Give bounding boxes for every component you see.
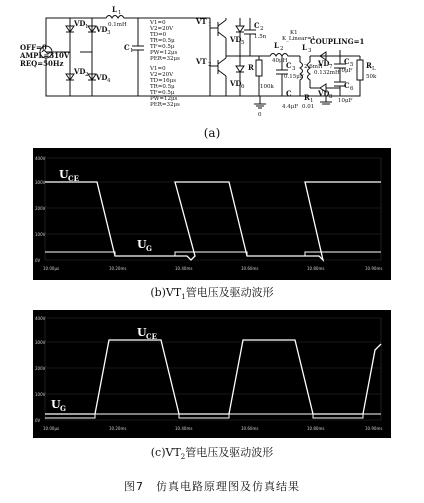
c4-label: C [286,89,292,98]
vd8-sub: 8 [329,94,333,100]
pulse1-param-3: TD=0 [150,32,167,38]
l2-sub: 2 [280,46,284,52]
caption-b-rest: 管电压及驱动波形 [185,286,274,299]
c6-value: 10μF [338,98,353,104]
vd4-label: VD [96,73,108,82]
b-ytick-2: 200V [35,206,46,211]
b-xtick-3: 10.60ms [241,266,259,271]
pulse1-param-7: PER=32μs [150,56,180,62]
vd7-label: VD [318,59,330,68]
vt2-label: VT [196,57,207,66]
b-ug-trace [45,252,381,256]
l2-label: L [274,41,279,50]
pulse1-param-1: V1=0 [150,20,166,26]
c6-sub: 6 [350,86,354,92]
c5-label: C [344,57,350,66]
b-xtick-0: 10.00μs [43,266,60,271]
c-uce-trace [45,340,381,414]
caption-a: (a) [203,126,221,140]
rl-label: R [366,61,372,70]
vd1-sub: 1 [85,24,89,30]
b-xtick-4: 10.80ms [307,266,325,271]
l1-sub: 1 [118,10,122,16]
l4-value: 0.132mH [314,70,340,76]
b-uce-sub: CE [68,174,79,183]
vd2-sub: 2 [85,72,89,78]
waveform-b [33,148,391,280]
source-param-2: AMPL=310V [20,51,70,60]
c1-sub: 1 [130,48,134,54]
b-ug-sub: G [146,244,152,253]
r2-sub: 1 [310,98,314,104]
l3-sub: 3 [308,48,312,54]
c-ytick-1: 300V [35,340,46,345]
oscilloscope-b [33,148,391,280]
circuit-schematic [20,4,410,122]
b-xtick-1: 10.20ms [109,266,127,271]
b-ytick-0: 400V [35,156,46,161]
pulse2-param-4: TR=0.5μ [150,84,175,90]
vd4-sub: 4 [107,78,111,84]
c3-value: 0.15μF [284,74,304,80]
vd3-sub: 3 [107,30,111,36]
oscilloscope-c [33,310,391,438]
c-ytick-2: 200V [35,366,46,371]
ground-label: 0 [258,112,262,118]
c-xtick-1: 10.20ms [109,426,127,431]
b-ug-label: U [137,238,147,251]
caption-b-sub: 1 [181,293,186,302]
c5-value: 10μF [338,68,353,74]
b-ytick-3: 100V [35,232,46,237]
b-ytick-4: 0V [35,258,41,263]
c2-label: C [254,21,260,30]
vd3-label: VD [96,25,108,34]
coupling-label: COUPLING=1 [310,37,365,46]
pulse2-param-6: PW=12μs [150,96,178,102]
c-xtick-2: 10.40ms [175,426,193,431]
b-ytick-1: 300V [35,180,46,185]
pulse2-param-2: V2=20V [150,72,174,78]
c-ytick-4: 0V [35,418,41,423]
caption-b [0,284,424,301]
c3-label: C [286,61,292,70]
vd6-label: VD [230,79,242,88]
c5-sub: 5 [350,62,354,68]
pulse2-param-1: V1=0 [150,66,166,72]
pulse1-param-6: PW=12μs [150,50,178,56]
caption-b-prefix: (b)VT [150,286,182,299]
rl-value: 50k [366,74,377,80]
l3-label: L [302,43,307,52]
coupling-linear: K_Linear=1 [282,36,316,42]
c2-value: 1.5n [254,34,267,40]
r2-label: R [304,93,310,102]
pulse1-param-4: TR=0.5μ [150,38,175,44]
vd8-label: VD [318,89,330,98]
figure-caption: 图7 仿真电路原理图及仿真结果 [124,480,300,493]
source-param-1: OFF=0 [20,43,47,52]
l3-value: 2.6mH [304,64,323,70]
caption-c [0,444,424,461]
vd5-sub: 5 [241,40,245,46]
c-ug-label: U [51,398,61,411]
r2-value: 0.01 [302,104,315,110]
vd7-sub: 7 [329,64,333,70]
pulse2-param-7: PER=32μs [150,102,180,108]
vt2-sub: 2 [208,62,212,68]
vt1-label: VT [196,17,207,26]
pulse1-param-5: TF=0.5μ [150,44,175,50]
coupling-k: K1 [290,30,298,36]
pulse2-param-3: TD=16μs [150,78,177,84]
r-label: R [248,63,254,72]
c-ytick-3: 100V [35,392,46,397]
c-xtick-4: 10.80ms [307,426,325,431]
waveform-c [33,310,391,438]
c-xtick-0: 10.00μs [43,426,60,431]
caption-c-prefix: (c)VT [150,446,181,459]
caption-c-rest: 管电压及驱动波形 [185,446,274,459]
c3-sub: 3 [292,66,296,72]
vd2-label: VD [74,67,86,76]
c1-label: C [124,43,130,52]
c-ytick-0: 400V [35,316,46,321]
b-xtick-2: 10.40ms [175,266,193,271]
c-ug-sub: G [60,404,66,413]
c-uce-sub: CE [146,332,157,341]
c-xtick-5: 10.90ms [365,426,383,431]
r-value: 100k [260,84,274,90]
vd6-sub: 6 [241,84,245,90]
c4-value: 4.4μF [282,104,299,110]
c-xtick-3: 10.60ms [241,426,259,431]
caption-c-sub: 2 [180,453,186,462]
source-param-3: REQ=50Hz [20,59,64,68]
c6-label: C [344,81,350,90]
b-xtick-5: 10.90ms [365,266,383,271]
pulse2-param-5: TF=0.5μ [150,90,175,96]
vt1-sub: 1 [208,22,212,28]
c2-sub: 2 [260,26,264,32]
l1-value: 0.1mH [108,22,127,28]
l1-label: L [112,5,117,14]
vd5-label: VD [230,35,242,44]
c-uce-label: U [137,326,147,339]
l2-value: 40μH [272,58,288,64]
pulse1-param-2: V2=20V [150,26,174,32]
b-uce-trace [45,182,381,260]
rl-sub: L [372,66,376,72]
b-uce-label: U [59,168,69,181]
vd1-label: VD [74,19,86,28]
